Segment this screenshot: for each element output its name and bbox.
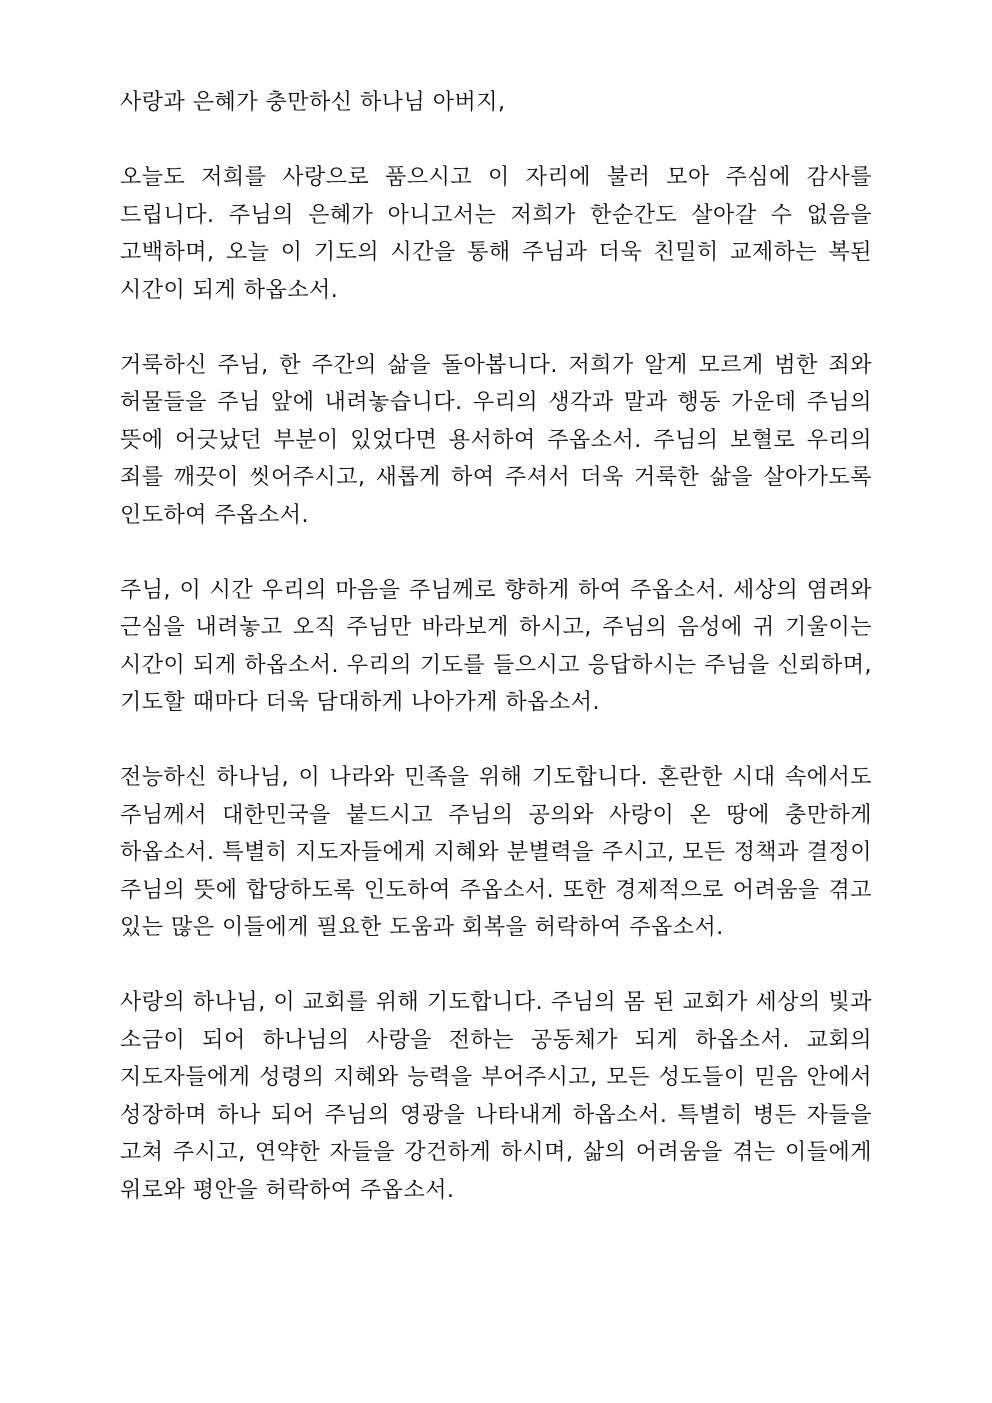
prayer-paragraph-repentance: 거룩하신 주님, 한 주간의 삶을 돌아봅니다. 저희가 알게 모르게 범한 죄와 허물들을 주님 앞에 내려놓습니다. 우리의 생각과 말과 행동 가운데 주님의 뜻에 어긋났던 부분이 있었다면 용서하여 주옵소서. 주님의 보혈로 우리의 죄를 깨끗이 씻어주시고, 새롭게 하여 주셔서 더욱 거룩한 삶을 살아가도록 인도하여 주옵소서. (120, 352, 872, 528)
prayer-paragraph-thanksgiving: 오늘도 저희를 사랑으로 품으시고 이 자리에 불러 모아 주심에 감사를 드립니다. 주님의 은혜가 아니고서는 저희가 한순간도 살아갈 수 없음을 고백하며, 오늘 이 기도의 시간을 통해 주님과 더욱 친밀히 교제하는 복된 시간이 되게 하옵소서. (120, 165, 872, 303)
prayer-paragraph-focus: 주님, 이 시간 우리의 마음을 주님께로 향하게 하여 주옵소서. 세상의 염려와 근심을 내려놓고 오직 주님만 바라보게 하시고, 주님의 음성에 귀 기울이는 시간이 되게 하옵소서. 우리의 기도를 들으시고 응답하시는 주님을 신뢰하며, 기도할 때마다 더욱 담대하게 나아가게 하옵소서. (120, 577, 872, 715)
document-page (120, 84, 872, 1247)
prayer-paragraph-church: 사랑의 하나님, 이 교회를 위해 기도합니다. 주님의 몸 된 교회가 세상의 빛과 소금이 되어 하나님의 사랑을 전하는 공동체가 되게 하옵소서. 교회의 지도자들에게 성령의 지혜와 능력을 부어주시고, 모든 성도들이 믿음 안에서 성장하며 하나 되어 주님의 영광을 나타내게 하옵소서. 특별히 병든 자들을 고쳐 주시고, 연약한 자들을 강건하게 하시며, 삶의 어려움을 겪는 이들에게 위로와 평안을 허락하여 주옵소서. (120, 990, 872, 1203)
prayer-paragraph-nation: 전능하신 하나님, 이 나라와 민족을 위해 기도합니다. 혼란한 시대 속에서도 주님께서 대한민국을 붙드시고 주님의 공의와 사랑이 온 땅에 충만하게 하옵소서. 특별히 지도자들에게 지혜와 분별력을 주시고, 모든 정책과 결정이 주님의 뜻에 합당하도록 인도하여 주옵소서. 또한 경제적으로 어려움을 겪고 있는 많은 이들에게 필요한 도움과 회복을 허락하여 주옵소서. (120, 765, 872, 940)
prayer-salutation: 사랑과 은혜가 충만하신 하나님 아버지, (120, 90, 506, 115)
